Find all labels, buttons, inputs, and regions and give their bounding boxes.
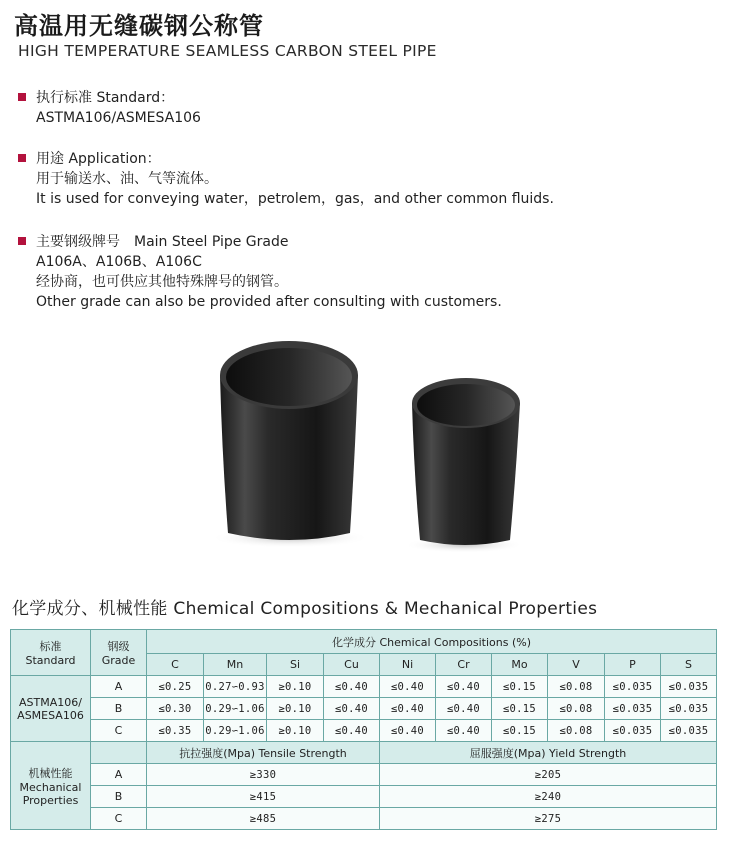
standard-cell-line2: ASMESA106: [17, 708, 84, 722]
header-standard-cn: 标准: [39, 640, 62, 653]
element-header: Cr: [436, 654, 492, 676]
page-title-cn: 高温用无缝碳钢公称管: [14, 12, 264, 40]
standard-label: 执行标准 Standard：: [36, 90, 175, 106]
header-grade: [91, 630, 147, 676]
yield-cell: ≥275: [380, 808, 717, 830]
header-standard: [11, 630, 91, 676]
table-cell: ≤0.40: [380, 720, 436, 742]
table-cell: 0.29∽1.06: [204, 698, 267, 720]
tensile-header: 抗拉强度(Mpa) Tensile Strength: [147, 742, 380, 764]
standard-section: [18, 88, 201, 128]
grade-cell: A: [91, 764, 147, 786]
bullet-icon: [18, 93, 26, 101]
element-header: Si: [267, 654, 324, 676]
properties-table: [10, 629, 716, 830]
element-header: Cu: [324, 654, 380, 676]
table-cell: ≤0.25: [147, 676, 204, 698]
table-row: [11, 764, 717, 786]
mech-label-en2: Properties: [22, 793, 79, 807]
element-header: Ni: [380, 654, 436, 676]
application-label: 用途 Application：: [36, 151, 161, 167]
element-header: C: [147, 654, 204, 676]
table-cell: ≤0.08: [548, 720, 605, 742]
table-cell: ≥0.10: [267, 676, 324, 698]
grade-cell: B: [91, 698, 147, 720]
table-cell: ≤0.035: [605, 698, 661, 720]
standard-value: ASTMA106/ASMESA106: [36, 110, 201, 126]
yield-cell: ≥240: [380, 786, 717, 808]
application-cn: 用于输送水、油、气等流体。: [36, 171, 218, 187]
table-cell: ≤0.15: [492, 720, 548, 742]
table-cell: ≥0.10: [267, 698, 324, 720]
table-cell: ≤0.035: [661, 720, 717, 742]
mech-label-en1: Mechanical: [19, 780, 82, 794]
element-header: P: [605, 654, 661, 676]
grade-cell: C: [91, 808, 147, 830]
table-cell: ≤0.40: [436, 698, 492, 720]
table-cell: 0.27∽0.93: [204, 676, 267, 698]
tensile-cell: ≥485: [147, 808, 380, 830]
table-cell: ≤0.035: [605, 676, 661, 698]
table-cell: ≤0.40: [380, 698, 436, 720]
table-cell: ≤0.035: [661, 676, 717, 698]
table-cell: ≤0.08: [548, 698, 605, 720]
blank-cell: [91, 742, 147, 764]
table-cell: ≤0.35: [147, 720, 204, 742]
table-cell: ≤0.40: [436, 676, 492, 698]
bullet-icon: [18, 154, 26, 162]
table-cell: ≤0.40: [436, 720, 492, 742]
grade-note-en: Other grade can also be provided after consulting with customers.: [36, 294, 502, 310]
table-row: [11, 720, 717, 742]
table-cell: ≤0.40: [324, 698, 380, 720]
table-title: 化学成分、机械性能 Chemical Compositions & Mechanical Properties: [12, 599, 598, 619]
page-title-en: HIGH TEMPERATURE SEAMLESS CARBON STEEL PIPE: [18, 42, 437, 60]
table-cell: ≤0.08: [548, 676, 605, 698]
table-cell: ≤0.30: [147, 698, 204, 720]
table-cell: ≤0.035: [605, 720, 661, 742]
table-row: [11, 698, 717, 720]
element-header: Mo: [492, 654, 548, 676]
table-cell: ≤0.40: [324, 676, 380, 698]
grade-label-en: Main Steel Pipe Grade: [134, 234, 289, 250]
table-cell: ≤0.15: [492, 698, 548, 720]
grade-cell: C: [91, 720, 147, 742]
bullet-icon: [18, 237, 26, 245]
yield-header: 屈服强度(Mpa) Yield Strength: [380, 742, 717, 764]
header-grade-cn: 钢级: [107, 640, 130, 653]
grade-label-cn: 主要钢级牌号: [36, 234, 120, 250]
table-cell: ≤0.40: [380, 676, 436, 698]
table-cell: ≤0.15: [492, 676, 548, 698]
tensile-cell: ≥415: [147, 786, 380, 808]
standard-cell: [11, 676, 91, 742]
application-section: [18, 149, 554, 209]
table-cell: ≥0.10: [267, 720, 324, 742]
grade-section: [18, 232, 502, 312]
steel-pipe-illustration: [200, 335, 540, 560]
header-standard-en: Standard: [25, 654, 76, 667]
table-cell: ≤0.035: [661, 698, 717, 720]
element-header: Mn: [204, 654, 267, 676]
application-en: It is used for conveying water，petrolem，gas，and other common fluids.: [36, 191, 554, 207]
grade-note-cn: 经协商，也可供应其他特殊牌号的钢管。: [36, 274, 288, 290]
mech-label-cell: [11, 742, 91, 830]
table-cell: ≤0.40: [324, 720, 380, 742]
header-chem: 化学成分 Chemical Compositions (%): [147, 630, 717, 654]
grade-list: A106A、A106B、A106C: [36, 254, 202, 270]
table-row: [11, 786, 717, 808]
header-grade-en: Grade: [101, 654, 136, 667]
steel-pipe-image: [200, 335, 540, 560]
table-row: [11, 676, 717, 698]
grade-cell: B: [91, 786, 147, 808]
table-row: [11, 808, 717, 830]
grade-cell: A: [91, 676, 147, 698]
element-header: V: [548, 654, 605, 676]
mech-label-cn: 机械性能: [28, 766, 73, 780]
tensile-cell: ≥330: [147, 764, 380, 786]
table-cell: 0.29∽1.06: [204, 720, 267, 742]
standard-cell-line1: ASTMA106/: [19, 695, 82, 709]
element-header: S: [661, 654, 717, 676]
yield-cell: ≥205: [380, 764, 717, 786]
